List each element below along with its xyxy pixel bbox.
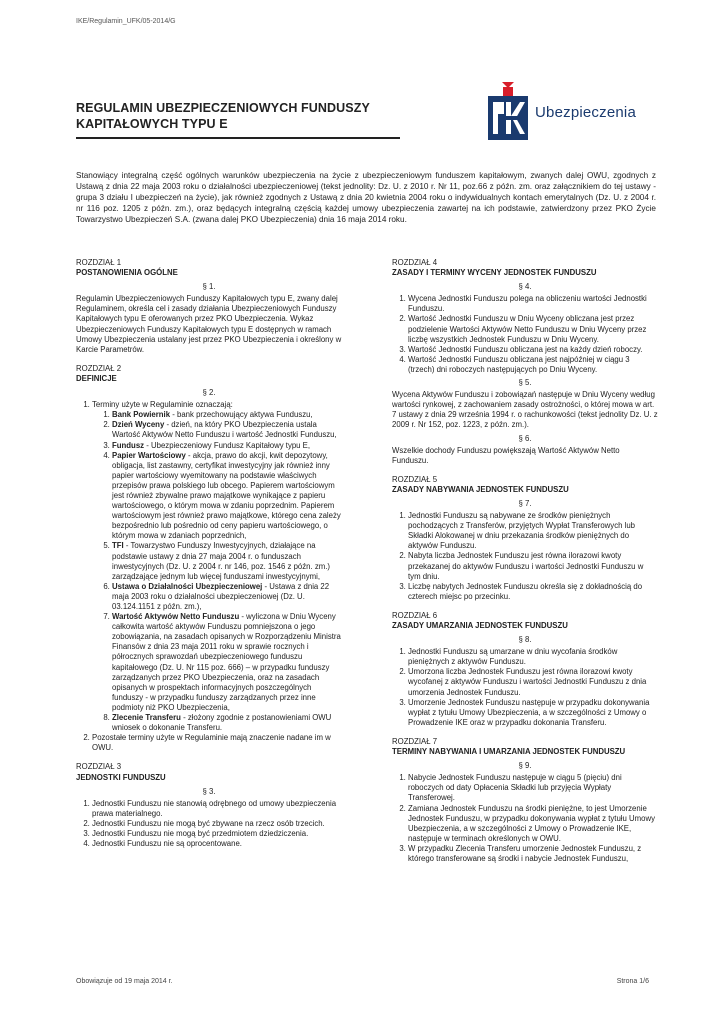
list-item: 2. Wartość Jednostki Funduszu w Dniu Wyceny obliczana jest przez podzielenie Wartości Aktywów Netto Funduszu w Dniu Wyceny przez liczbę wszystkich Jednostek Funduszu w Dniu Wyceny. xyxy=(408,314,658,344)
chapter-number: ROZDZIAŁ 1 xyxy=(76,258,122,267)
list-item: 2. Pozostałe terminy użyte w Regulaminie mają znaczenie nadane im w OWU. xyxy=(92,733,342,753)
chapter-title: ZASADY UMARZANIA JEDNOSTEK FUNDUSZU xyxy=(392,621,568,630)
paragraph-mark: § 1. xyxy=(202,282,216,292)
document-title xyxy=(76,100,370,132)
pko-logo xyxy=(488,82,648,140)
numbered-list xyxy=(392,511,658,602)
list-item: 1. Jednostki Funduszu są nabywane ze środków pieniężnych pochodzących z Transferów, przyjętych Wypłat Transferowych lub Składki Alokowanej w dniu przekazania środków pieniężnych do aktywów Funduszu. xyxy=(408,511,658,551)
definition-item: 7. Wartość Aktywów Netto Funduszu - wyliczona w Dniu Wyceny całkowita wartość aktywów Funduszu pomniejszona o jego zobowiązania, na zasadach opisanych w Rozporządzeniu Ministra Finansów z dnia 23 maja 2011 roku w sprawie rocznych i półrocznych sprawozdań ubezpieczeniowego funduszu kapitałowego (Dz. U. Nr 115 poz. 666) – w przypadku funduszy zarządzanych przez PKO Ubezpieczenia, oraz na zasadach opisanych w prospektach informacyjnych poszczególnych funduszy - w przypadku funduszy zarządzanych przez inne podmioty niż PKO Ubezpieczenia, xyxy=(112,612,342,713)
paragraph-text: Regulamin Ubezpieczeniowych Funduszy Kapitałowych typu E, zwany dalej Regulaminem, określa cel i zasady działania Ubezpieczeniowych Funduszy Kapitałowych typu E oferowanych przez PKO Ubezpieczenia. Wykaz Ubezpieczeniowych Funduszy Kapitałowych typu E dostępnych w ramach Umowy Ubezpieczenia ustalany jest przez PKO Ubezpieczenia i określony w Karcie Parametrów. xyxy=(76,294,342,354)
intro-paragraph: Stanowiący integralną część ogólnych warunków ubezpieczenia na życie z ubezpieczeniowym funduszem kapitałowym, zwanych dalej OWU, zgodnych z Ustawą z dnia 22 maja 2003 roku o działalności ubezpieczeniowej (tekst jednolity: Dz. U. z 2010 r. Nr 11, poz.66 z późn. zm. oraz załącznikiem do tej ustawy - grupa 3 działu I ubezpieczeń na życie), jak również zgodnych z Ustawą z dnia 20 kwietnia 2004 roku o indywidualnych kontach emerytalnych (Dz. U. z 2004 r. nr 116 poz. 1205 z późn. zm.), oraz będących integralną częścią każdej umowy ubezpieczenia zawartej na ich podstawie, zatwierdzony przez PKO Życie Towarzystwo Ubezpieczeń S.A. (zwana dalej PKO Ubezpieczenia) dnia 16 maja 2014 roku. xyxy=(76,171,656,224)
pko-logo-icon xyxy=(488,82,532,140)
chapter-number: ROZDZIAŁ 3 xyxy=(76,762,122,772)
paragraph-text: Wycena Aktywów Funduszu i zobowiązań następuje w Dniu Wyceny według wartości rynkowej, z zachowaniem zasady ostrożności, o której mowa w art. 7 ustawy z dnia 29 września 1994 r. o rachunkowości (tekst jednolity Dz. U. z 2009 r. Nr 152, poz. 1223, z późn. zm.). xyxy=(392,390,658,430)
list-item: 2. Jednostki Funduszu nie mogą być zbywane na rzecz osób trzecich. xyxy=(92,819,342,829)
paragraph-mark: § 6. xyxy=(518,433,532,443)
footer-effective-date: Obowiązuje od 19 maja 2014 r. xyxy=(76,978,173,985)
list-item: 3. Umorzenie Jednostek Funduszu następuje w przypadku dokonywania wypłat z tytułu Umowy Ubezpieczenia, a w szczególności z Umowy o Prowadzenie IKE oraz w przypadku dokonania Transferu. xyxy=(408,698,658,728)
logo-text: Ubezpieczenia xyxy=(535,104,636,121)
list-item: 3. Wartość Jednostki Funduszu obliczana jest na każdy dzień roboczy. xyxy=(408,345,658,355)
chapter-number: ROZDZIAŁ 4 xyxy=(392,258,438,267)
chapter-title: ZASADY NABYWANIA JEDNOSTEK FUNDUSZU xyxy=(392,484,569,494)
chapter-number: ROZDZIAŁ 5 xyxy=(392,474,438,484)
list-item: 1. Jednostki Funduszu nie stanowią odrębnego od umowy ubezpieczenia prawa materialnego. xyxy=(92,799,342,819)
list-item: 4. Jednostki Funduszu nie są oprocentowane. xyxy=(92,839,342,849)
chapter-title: DEFINICJE xyxy=(76,373,117,383)
list-item: 2. Nabyta liczba Jednostek Funduszu jest równa ilorazowi kwoty przekazanej do aktywów Funduszu i wartości Jednostki Funduszu w tym dniu. xyxy=(408,551,658,581)
paragraph-text: Wszelkie dochody Funduszu powiększają Wartość Aktywów Netto Funduszu. xyxy=(392,445,620,465)
paragraph-mark: § 7. xyxy=(518,498,532,508)
chapter-7 xyxy=(392,737,658,864)
list-item: 3. W przypadku Zlecenia Transferu umorzenie Jednostek Funduszu, z którego transferowane są środki i nabycie Jednostek Funduszu, xyxy=(408,844,658,864)
list-item: 4. Wartość Jednostki Funduszu obliczana jest najpóźniej w ciągu 3 (trzech) dni roboczych następujących po Dniu Wyceny. xyxy=(408,355,658,375)
title-line-2: KAPITAŁOWYCH TYPU E xyxy=(76,117,228,131)
list-item: 2. Zamiana Jednostek Funduszu na środki pieniężne, to jest Umorzenie Jednostek Funduszu, w przypadku dokonywania wypłat z tytułu Umowy Ubezpieczenia, a w szczególności z Umowy o Prowadzenie IKE, następuje w terminach określonych w OWU. xyxy=(408,804,658,844)
chapter-6 xyxy=(392,611,658,728)
chapter-1 xyxy=(76,258,342,355)
paragraph-mark: § 8. xyxy=(518,635,532,645)
paragraph-mark: § 4. xyxy=(518,282,532,292)
list-item: 2. Umorzona liczba Jednostek Funduszu jest równa ilorazowi kwoty wycofanej z aktywów Funduszu i wartości Jednostki Funduszu z dnia umorzenia Jednostek Funduszu. xyxy=(408,667,658,697)
definition-item: 5. TFI - Towarzystwo Funduszy Inwestycyjnych, działające na podstawie ustawy z dnia 27 maja 2004 r. o funduszach inwestycyjnych (Dz. U. z 2004 r. nr 146, poz. 1546 z późn. zm.) zarządzające jednym lub więcej funduszami inwestycyjnymi, xyxy=(112,541,342,581)
numbered-list xyxy=(392,294,658,375)
definition-item: 6. Ustawa o Działalności Ubezpieczeniowej - Ustawa z dnia 22 maja 2003 roku o działalności ubezpieczeniowej (Dz. U. 03.124.1151 z późn. zm.), xyxy=(112,582,342,612)
definition-item: 3. Fundusz - Ubezpieczeniowy Fundusz Kapitałowy typu E, xyxy=(112,441,342,451)
list-item: 3. Liczbę nabytych Jednostek Funduszu określa się z dokładnością do czterech miejsc po przecinku. xyxy=(408,582,658,602)
list-item: 1. Terminy użyte w Regulaminie oznaczają: 1. Bank Powiernik - bank przechowujący aktywa Funduszu, 2. Dzień Wyceny - dzień, na który PKO Ubezpieczenia ustala Wartość Aktywów Netto Funduszu i wartość Jednostki Funduszu, 3. Fundusz - Ubezpieczeniowy Fundusz Kapitałowy typu E, 4. Papier Wartościowy - akcja, prawo do akcji, kwit depozytowy, obligacja, list zastawny, certyfikat inwestycyjny jak również inny papier wartościowy wyemitowany na podstawie właściwych przepisów prawa polskiego lub obcego. Papierem wartościowym jest również zbywalne prawo majątkowe wynikające z papieru wartościowego, o którym mowa w zdaniu poprzednim. Papierem wartościowym jest również prawo majątkowe, którego cena zależy bezpośrednio lub pośrednio od ceny papieru wartościowego, o którym mowa w zdaniach poprzednich, 5. TFI - Towarzystwo Funduszy Inwestycyjnych, działające na podstawie ustawy z dnia 27 maja 2004 r. o funduszach inwestycyjnych (Dz. U. z 2004 r. nr 146, poz. 1546 z późn. zm.) zarządzające jednym lub więcej funduszami inwestycyjnymi, 6. Ustawa o Działalności Ubezpieczeniowej - Ustawa z dnia 22 maja 2003 roku o działalności ubezpieczeniowej (Dz. U. 03.124.1151 z późn. zm.), 7. Wartość Aktywów Netto Funduszu - wyliczona w Dniu Wyceny całkowita wartość aktywów Funduszu pomniejszona o jego zobowiązania, na zasadach opisanych w Rozporządzeniu Ministra Finansów z dnia 23 maja 2011 roku w sprawie rocznych i półrocznych sprawozdań ubezpieczeniowego funduszu kapitałowego (Dz. U. Nr 115 poz. 666) – w przypadku funduszy zarządzanych przez PKO Ubezpieczenia, oraz na zasadach opisanych w prospektach informacyjnych poszczególnych funduszy - w przypadku funduszy zarządzanych przez inne podmioty niż PKO Ubezpieczenia, 8. Zlecenie Transferu - złożony zgodnie z postanowieniami OWU wniosek o dokonanie Transferu. xyxy=(92,400,342,733)
chapter-title: TERMINY NABYWANIA I UMARZANIA JEDNOSTEK FUNDUSZU xyxy=(392,747,626,757)
definitions-list xyxy=(76,400,342,753)
definition-item: 4. Papier Wartościowy - akcja, prawo do akcji, kwit depozytowy, obligacja, list zastawny, certyfikat inwestycyjny jak również inny papier wartościowy wyemitowany na podstawie właściwych przepisów prawa polskiego lub obcego. Papierem wartościowym jest również zbywalne prawo majątkowe wynikające z papieru wartościowego, o którym mowa w zdaniu poprzednim. Papierem wartościowym jest również prawo majątkowe, którego cena zależy bezpośrednio lub pośrednio od ceny papieru wartościowego, o którym mowa w zdaniach poprzednich, xyxy=(112,451,342,542)
list-item: 3. Jednostki Funduszu nie mogą być przedmiotem dziedziczenia. xyxy=(92,829,342,839)
right-column xyxy=(392,258,658,867)
chapter-3 xyxy=(76,762,342,849)
numbered-list xyxy=(392,647,658,728)
chapter-4 xyxy=(392,258,658,466)
numbered-list xyxy=(392,773,658,864)
chapter-5 xyxy=(392,475,658,602)
chapter-number: ROZDZIAŁ 7 xyxy=(392,736,438,746)
chapter-number: ROZDZIAŁ 6 xyxy=(392,610,438,620)
paragraph-mark: § 3. xyxy=(202,786,216,796)
definitions-sublist xyxy=(92,410,342,733)
list-item: 1. Wycena Jednostki Funduszu polega na obliczeniu wartości Jednostki Funduszu. xyxy=(408,294,658,314)
definition-item: 1. Bank Powiernik - bank przechowujący aktywa Funduszu, xyxy=(112,410,342,420)
chapter-title: ZASADY I TERMINY WYCENY JEDNOSTEK FUNDUSZU xyxy=(392,268,597,278)
title-line-1: REGULAMIN UBEZPIECZENIOWYCH FUNDUSZY xyxy=(76,101,370,115)
paragraph-mark: § 5. xyxy=(518,378,532,388)
paragraph-mark: § 2. xyxy=(202,388,216,398)
document-code: IKE/Regulamin_UFK/05-2014/G xyxy=(76,18,176,25)
definition-item: 2. Dzień Wyceny - dzień, na który PKO Ubezpieczenia ustala Wartość Aktywów Netto Funduszu i wartość Jednostki Funduszu, xyxy=(112,420,342,440)
chapter-2 xyxy=(76,364,342,754)
list-item: 1. Jednostki Funduszu są umarzane w dniu wycofania środków pieniężnych z aktywów Funduszu. xyxy=(408,647,658,667)
title-underline xyxy=(76,137,400,139)
left-column xyxy=(76,258,342,852)
paragraph-mark: § 9. xyxy=(518,761,532,771)
chapter-title: JEDNOSTKI FUNDUSZU xyxy=(76,772,166,782)
chapter-number: ROZDZIAŁ 2 xyxy=(76,363,122,373)
definition-item: 8. Zlecenie Transferu - złożony zgodnie z postanowieniami OWU wniosek o dokonanie Transferu. xyxy=(112,713,342,733)
chapter-title: POSTANOWIENIA OGÓLNE xyxy=(76,268,178,278)
footer-page-number: Strona 1/6 xyxy=(616,978,649,985)
list-item: 1. Nabycie Jednostek Funduszu następuje w ciągu 5 (pięciu) dni roboczych od daty Opłacenia Składki lub przyjęcia Wypłaty Transferowej. xyxy=(408,773,658,803)
numbered-list xyxy=(76,799,342,849)
